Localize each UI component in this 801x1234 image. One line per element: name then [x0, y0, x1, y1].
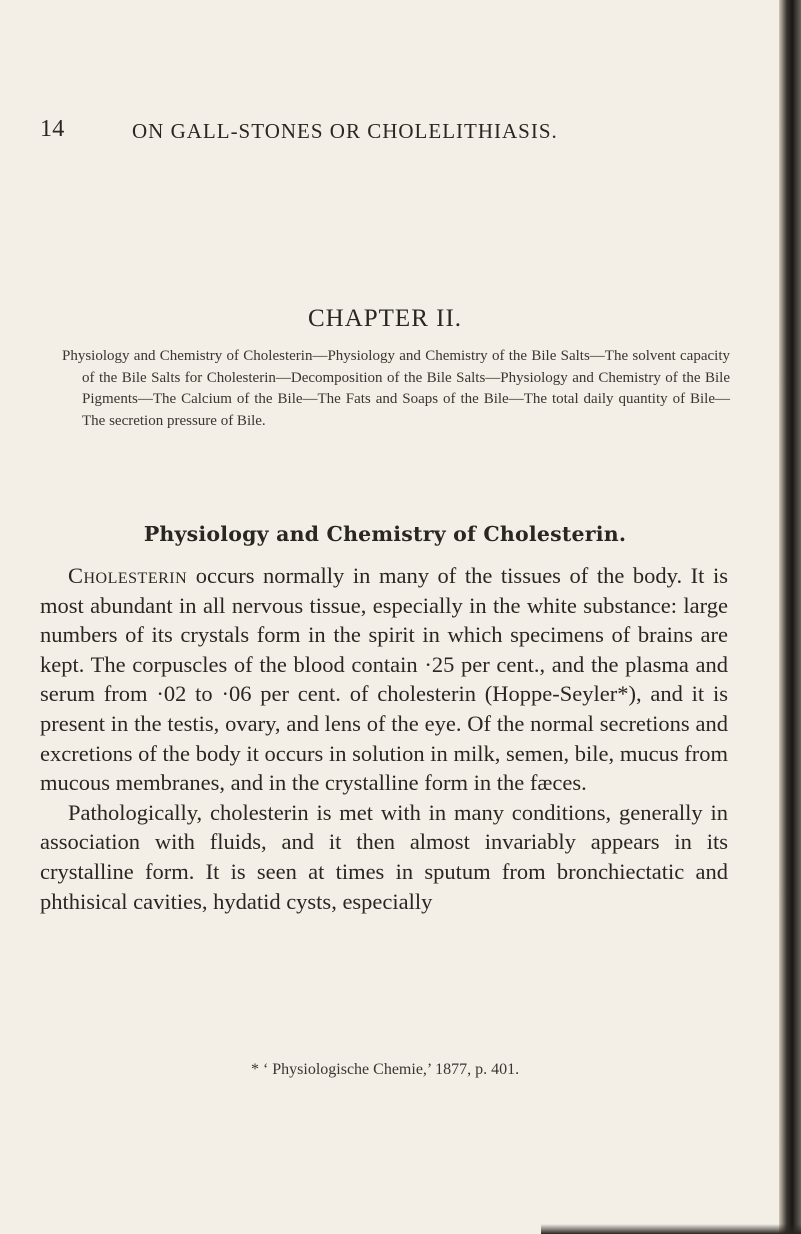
paragraph-1	[40, 561, 728, 798]
page-number: 14	[40, 116, 65, 142]
chapter-synopsis: Physiology and Chemistry of Cholesterin—Physiology and Chemistry of the Bile Salts—The solvent capacity of the Bile Salts for Cholesterin—Decomposition of the Bile Salts—Physiology and Chemistry of the Bile Pigments—The Calcium of the Bile—The Fats and Soaps of the Bile—The total daily quantity of Bile—The secretion pressure of Bile.	[62, 348, 730, 429]
running-head	[40, 116, 740, 146]
paragraph-1-text: occurs normally in many of the tissues of the body. It is most abundant in all nervous tissue, especially in the white substance: large numbers of its crystals form in the spirit in which specimens of brains are kept. The corpuscles of the blood contain ·25 per cent., and the plasma and serum from ·02 to ·06 per cent. of cholesterin (Hoppe-Seyler*), and it is present in the testis, ovary, and lens of the eye. Of the normal secretions and excretions of the body it occurs in solution in milk, semen, bile, mucus from mucous membranes, and in the crystalline form in the fæces.	[40, 563, 728, 796]
footnote: * ‘ Physiologische Chemie,’ 1877, p. 401.	[250, 1061, 520, 1078]
chapter-title: CHAPTER II.	[307, 305, 463, 332]
page-edge-shadow-bottom	[541, 1224, 801, 1234]
paragraph-2: Pathologically, cholesterin is met with in many conditions, generally in association with fluids, and it then almost invariably appears in its crystalline form. It is seen at times in sputum from bronchiectatic and phthisical cavities, hydatid cysts, especially	[40, 799, 728, 914]
paragraph-1-lead: Cholesterin	[68, 563, 188, 588]
page-edge-shadow	[779, 0, 801, 1234]
running-title: ON GALL-STONES OR CHOLELITHIASIS.	[132, 119, 558, 143]
body-text	[40, 561, 728, 916]
section-heading: Physiology and Chemistry of Cholesterin.	[143, 522, 627, 546]
